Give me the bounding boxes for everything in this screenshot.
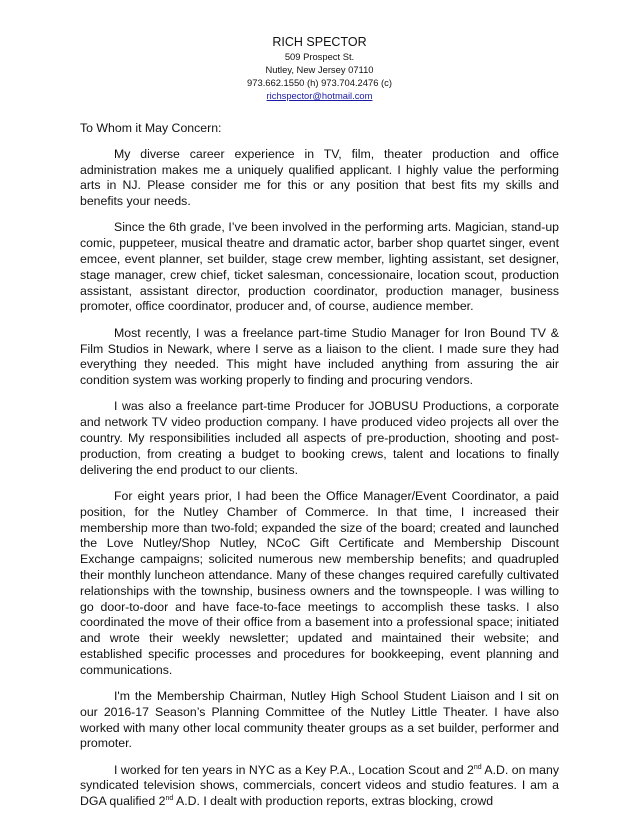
paragraph-nyc-text-b: A.D. on many syndicated television shows, commercials, concert videos and studio features. I am a DGA qualified 2 [80, 762, 560, 809]
paragraph-nyc-work [80, 763, 559, 810]
email-link[interactable]: richspector@hotmail.com [266, 90, 373, 101]
sender-phones: 973.662.1550 (h) 973.704.2476 (c) [247, 77, 392, 88]
paragraph-producer: I was also a freelance part-time Producer for JOBUSU Productions, a corporate and network TV video production company. I have produced video projects all over the country. My responsibilities included all aspects of pre-production, shooting and post-production, from creating a budget to booking crews, talent and locations to finally delivering the end product to our clients. [80, 399, 559, 477]
sender-email-line [80, 89, 559, 102]
paragraph-nyc-text-c: A.D. I dealt with production reports, extras blocking, crowd [173, 794, 494, 809]
paragraph-performing-arts: Since the 6th grade, I’ve been involved in the performing arts. Magician, stand-up comic, puppeteer, musical theatre and dramatic actor, barber shop quartet singer, event emcee, event planner, set builder, stage crew member, lighting assistant, set designer, stage manager, crew chief, ticket salesman, concessionaire, location scout, production assistant, assistant director, production coordinator, production manager, business promoter, office coordinator, producer and, of course, audience member. [80, 220, 559, 314]
paragraph-chamber-of-commerce: For eight years prior, I had been the Office Manager/Event Coordinator, a paid position, for the Nutley Chamber of Commerce. In that time, I increased their membership more than two-fold; expanded the size of the board; created and launched the Love Nutley/Shop Nutley, NCoC Gift Certificate and Membership Discount Exchange campaigns; solicited numerous new membership benefits; and quadrupled their monthly luncheon attendance. Many of these changes required carefully cultivated relationships with the township, business owners and the townspeople. I was willing to go door-to-door and have face-to-face meetings to accomplish these tasks. I also coordinated the move of their office from a basement into a professional space; initiated and wrote their weekly newsletter; updated and maintained their website; and established specific processes and procedures for bookkeeping, event planning and communications. [80, 488, 559, 677]
salutation: To Whom it May Concern: [80, 121, 222, 135]
paragraph-theater: I'm the Membership Chairman, Nutley High School Student Liaison and I sit on our 2016-17 Season’s Planning Committee of the Nutley Little Theater. I have also worked with many other local community theater groups as a set builder, performer and promoter. [80, 689, 559, 751]
letterhead [80, 0, 559, 102]
paragraph-nyc-text-a: I worked for ten years in NYC as a Key P.A., Location Scout and 2 [114, 762, 474, 777]
sender-city: Nutley, New Jersey 07110 [265, 64, 374, 75]
sender-street: 509 Prospect St. [284, 51, 355, 62]
sender-name: RICH SPECTOR [272, 35, 367, 49]
paragraph-studio-manager: Most recently, I was a freelance part-time Studio Manager for Iron Bound TV & Film Studios in Newark, where I serve as a liaison to the client. I made sure they had everything they needed. This might have included anything from assuring the air condition system was working properly to finding and procuring vendors. [80, 325, 559, 388]
ordinal-suffix: nd [165, 795, 174, 803]
ordinal-suffix: nd [473, 763, 482, 771]
paragraph-intro: My diverse career experience in TV, film, theater production and office administration makes me a uniquely qualified applicant. I highly value the performing arts in NJ. Please consider me for this or any position that best fits my skills and benefits your needs. [80, 146, 559, 209]
